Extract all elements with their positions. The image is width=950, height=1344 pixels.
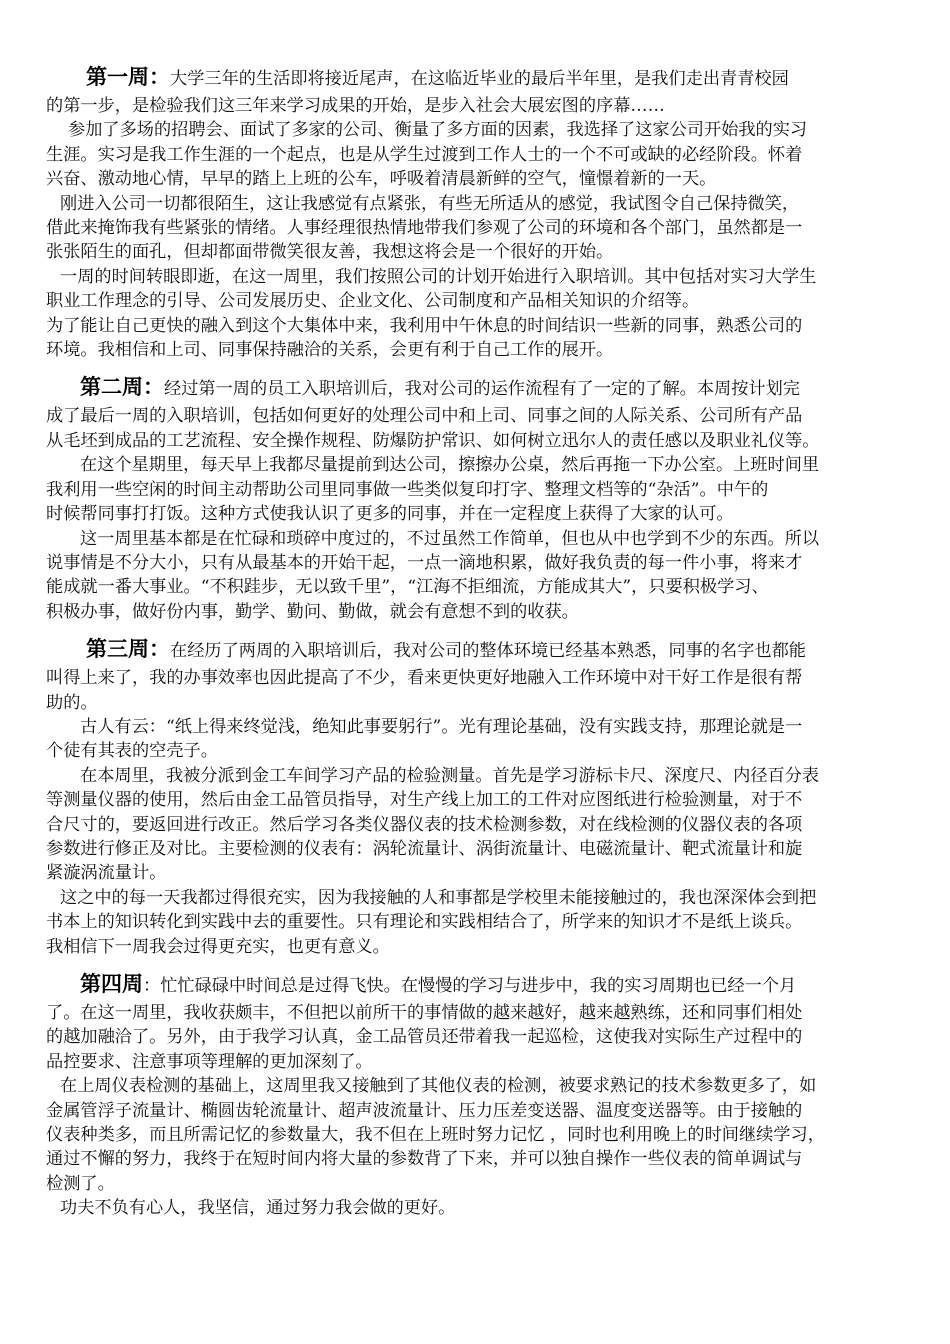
week1-section [46, 62, 908, 362]
week2-line: 成了最后一周的入职培训，包括如何更好的处理公司中和上司、同事之间的人际关系、公司所有产品 [46, 406, 803, 427]
week4-line: 在上周仪表检测的基础上，这周里我又接触到了其他仪表的检测，被要求熟记的技术参数更多了，如 [60, 1076, 817, 1097]
week1-line: 借此来掩饰我有些紧张的情绪。人事经理很热情地带我们参观了公司的环境和各个部门，虽然都是一 [46, 218, 803, 239]
week1-line: 生涯。实习是我工作生涯的一个起点，也是从学生过渡到工作人士的一个不可或缺的必经阶段。怀着 [46, 144, 803, 165]
week3-line: 书本上的知识转化到实践中去的重要性。只有理论和实践相结合了，所学来的知识才不是纸上谈兵。 [46, 912, 803, 933]
week2-line: 能成就一番大事业。“不积跬步，无以致千里”，“江海不拒细流，方能成其大”，只要积极学习、 [46, 577, 769, 598]
week3-line: 这之中的每一天我都过得很充实，因为我接触的人和事都是学校里未能接触过的，我也深深体会到把 [60, 887, 817, 908]
week2-section [46, 372, 908, 624]
week1-line: 环境。我相信和上司、同事保持融洽的关系，会更有利于自己工作的展开。 [46, 340, 614, 361]
week2-line: 说事情是不分大小，只有从最基本的开始干起，一点一滴地积累，做好我负责的每一件小事，将来才 [46, 552, 803, 573]
week1-heading: 第一周： [86, 65, 170, 89]
week2-heading: 第二周： [80, 375, 164, 400]
week1-line: 大学三年的生活即将接近尾声，在这临近毕业的最后半年里，是我们走出青青校园 [170, 69, 789, 89]
week2-first-line [46, 372, 908, 404]
week3-line: 紧漩涡流量计。 [46, 863, 167, 884]
week1-line: 兴奋、激动地心情，早早的踏上上班的公车，呼吸着清晨新鲜的空气，憧憬着新的一天。 [46, 169, 717, 190]
week1-line: 为了能让自己更快的融入到这个大集体中来，我利用中午休息的时间结识一些新的同事，熟悉公司的 [46, 315, 803, 336]
week4-line: 通过不懈的努力，我终于在短时间内将大量的参数背了下来，并可以独自操作一些仪表的简单调试与 [46, 1149, 803, 1170]
week3-line: 参数进行修正及对比。主要检测的仪表有：涡轮流量计、涡街流量计、电磁流量计、靶式流量计和旋 [46, 838, 803, 859]
week1-line: 张张陌生的面孔，但却都面带微笑很友善，我想这将会是一个很好的开始。 [46, 242, 614, 263]
week3-line: 在经历了两周的入职培训后，我对公司的整体环境已经基本熟悉，同事的名字也都能 [170, 641, 806, 662]
week4-heading: 第四周 [80, 972, 143, 996]
week4-line: 功夫不负有心人，我坚信，通过努力我会做的更好。 [60, 1198, 456, 1219]
week2-line: 经过第一周的员工入职培训后，我对公司的运作流程有了一定的了解。本周按计划完 [164, 379, 800, 400]
week4-line: 金属管浮子流量计、椭圆齿轮流量计、超声波流量计、压力压差变送器、温度变送器等。由于接触的 [46, 1100, 803, 1121]
week3-line: 在本周里，我被分派到金工车间学习产品的检验测量。首先是学习游标卡尺、深度尺、内径百分表 [80, 765, 820, 786]
week3-line: 等测量仪器的使用，然后由金工品管员指导，对生产线上加工的工件对应图纸进行检验测量，对于不 [46, 790, 803, 811]
week1-line: 职业工作理念的引导、公司发展历史、企业文化、公司制度和产品相关知识的介绍等。 [46, 291, 700, 312]
week4-section [46, 969, 908, 1221]
week3-line: 古人有云：“纸上得来终觉浅，绝知此事要躬行”。光有理论基础，没有实践支持，那理论就是一 [80, 716, 803, 737]
week3-line: 个徒有其表的空壳子。 [46, 741, 218, 762]
week3-line: 助的。 [46, 692, 98, 713]
week1-line: 刚进入公司一切都很陌生，这让我感觉有点紧张，有些无所适从的感觉，我试图令自己保持微笑， [60, 193, 800, 214]
week2-line: 积极办事，做好份内事，勤学、勤问、勤做，就会有意想不到的收获。 [46, 601, 579, 622]
week1-line: 一周的时间转眼即逝，在这一周里，我们按照公司的计划开始进行入职培训。其中包括对实习大学生 [60, 266, 817, 287]
week2-line: 时候帮同事打打饭。这种方式使我认识了更多的同事，并在一定程度上获得了大家的认可。 [46, 504, 734, 525]
week4-first-line [46, 969, 908, 1001]
week2-line: 这一周里基本都是在忙碌和琐碎中度过的，不过虽然工作简单，但也从中也学到不少的东西。所以 [80, 528, 820, 549]
week1-line: 的第一步，是检验我们这三年来学习成果的开始，是步入社会大展宏图的序幕…… [46, 96, 665, 116]
week4-line: 的越加融洽了。另外，由于我学习认真，金工品管员还带着我一起巡检，这使我对实际生产过程中的 [46, 1027, 803, 1048]
week3-line: 合尺寸的，要返回进行改正。然后学习各类仪器仪表的技术检测参数，对在线检测的仪器仪表的各项 [46, 814, 803, 835]
week1-first-line [46, 62, 908, 94]
week4-line: 品控要求、注意事项等理解的更加深刻了。 [46, 1051, 373, 1072]
week3-line: 叫得上来了，我的办事效率也因此提高了不少，看来更快更好地融入工作环境中对干好工作是很有帮 [46, 668, 803, 689]
week2-line: 我利用一些空闲的时间主动帮助公司里同事做一些类似复印打字、整理文档等的“杂活”。中午的 [46, 479, 769, 500]
week4-line: 检测了。 [46, 1173, 115, 1194]
week2-line: 从毛坯到成品的工艺流程、安全操作规程、防爆防护常识、如何树立迅尔人的责任感以及职业礼仪等。 [46, 430, 820, 451]
document-page [46, 62, 908, 1221]
week1-line: 参加了多场的招聘会、面试了多家的公司、衡量了多方面的因素，我选择了这家公司开始我的实习 [68, 120, 808, 141]
week4-line: 仪表种类多，而且所需记忆的参数量大，我不但在上班时努力记忆 ，同时也利用晚上的时间继续学习， [46, 1125, 825, 1146]
week4-line: ：忙忙碌碌中时间总是过得飞快。在慢慢的学习与进步中，我的实习周期也已经一个月 [143, 976, 797, 996]
week3-first-line [46, 634, 908, 666]
week2-line: 在这个星期里，每天早上我都尽量提前到达公司，擦擦办公桌，然后再拖一下办公室。上班时间里 [80, 455, 820, 476]
week3-heading: 第三周： [86, 637, 170, 662]
week4-line: 了。在这一周里，我收获颇丰，不但把以前所干的事情做的越来越好，越来越熟练，还和同事们相处 [46, 1003, 803, 1023]
week3-section [46, 634, 908, 959]
week3-line: 我相信下一周我会过得更充实，也更有意义。 [46, 936, 390, 957]
